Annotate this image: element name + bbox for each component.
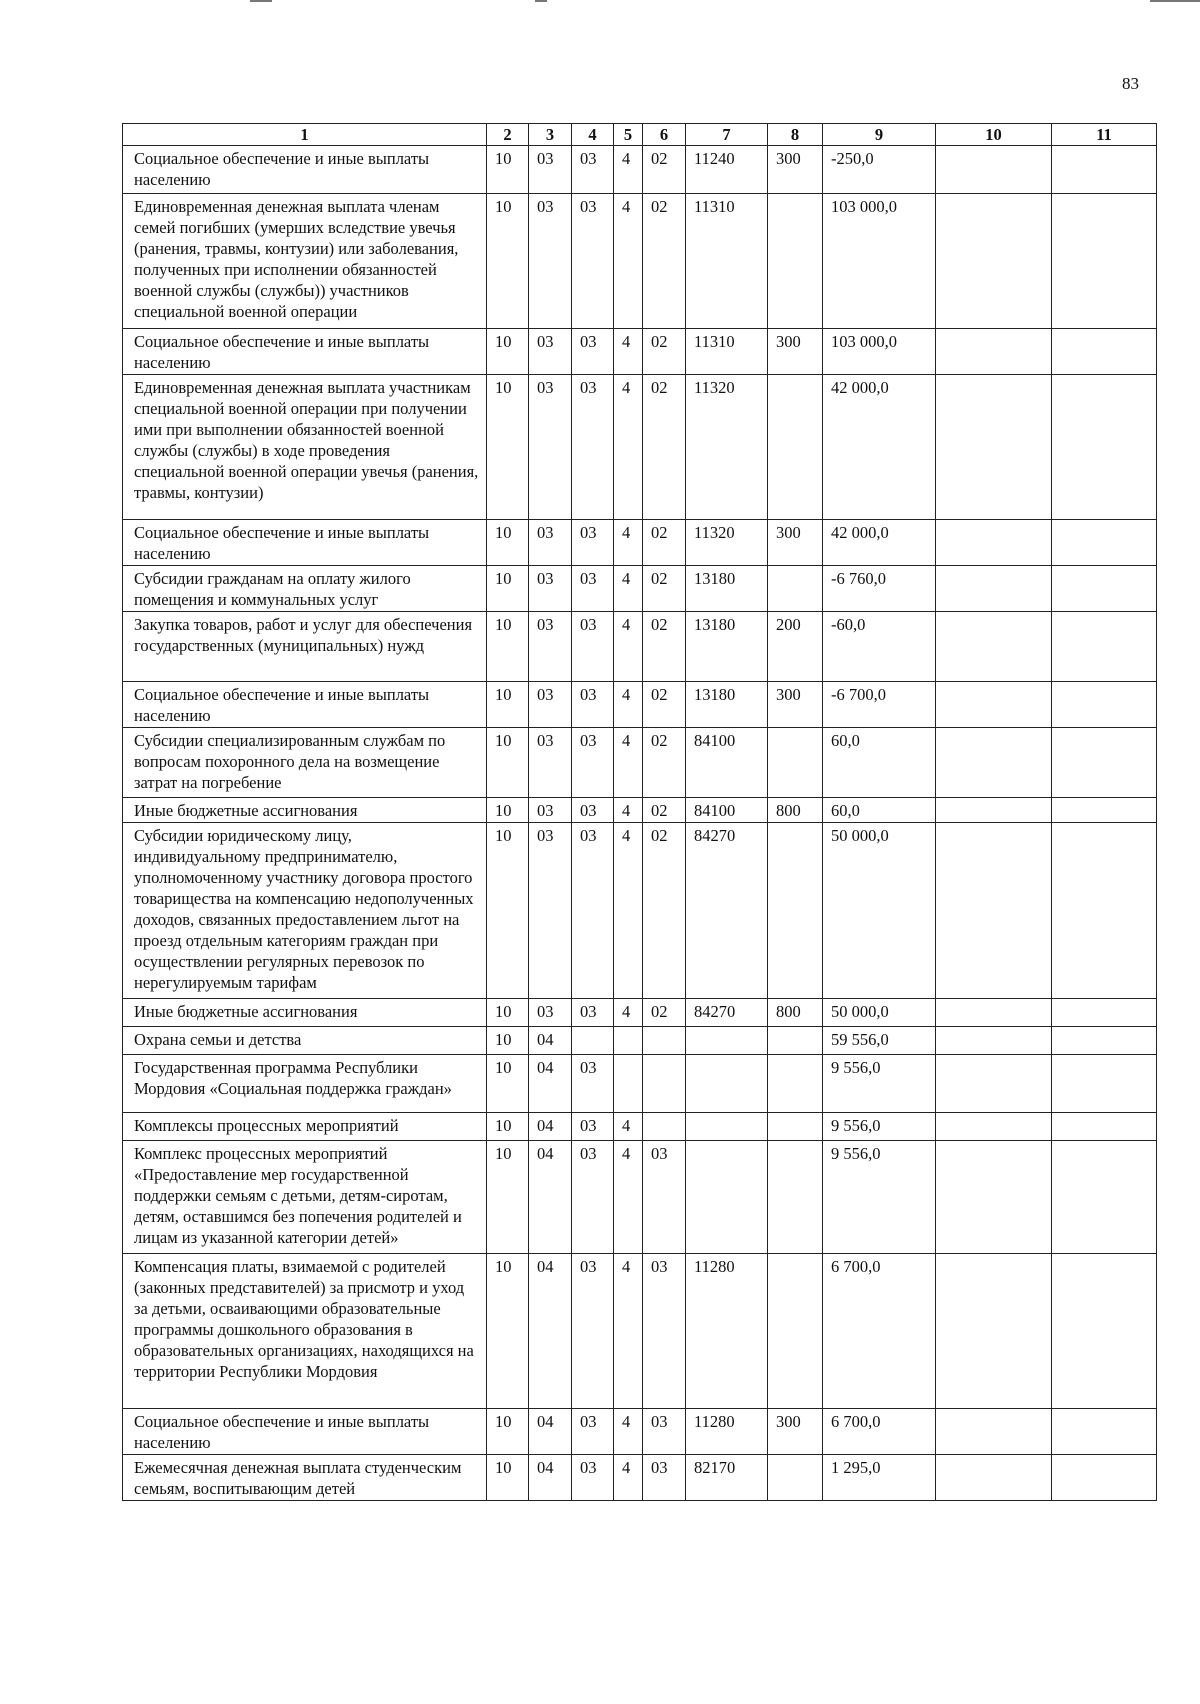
cell-col-11	[1052, 1055, 1157, 1113]
cell-col-5: 4	[614, 728, 643, 798]
cell-col-7: 13180	[686, 612, 768, 682]
cell-col-2: 10	[487, 1141, 529, 1254]
cell-col-10	[936, 1455, 1052, 1501]
cell-col-10	[936, 823, 1052, 999]
row-name: Социальное обеспечение и иные выплаты населению	[123, 329, 487, 375]
row-name: Охрана семьи и детства	[123, 1027, 487, 1055]
cell-col-10	[936, 1055, 1052, 1113]
cell-col-5: 4	[614, 329, 643, 375]
cell-col-9: 60,0	[823, 728, 936, 798]
column-header-6: 6	[643, 124, 686, 146]
table-row	[123, 566, 1157, 612]
cell-col-3: 03	[529, 798, 572, 823]
column-header-10: 10	[936, 124, 1052, 146]
cell-col-7: 11280	[686, 1409, 768, 1455]
cell-col-3: 04	[529, 1455, 572, 1501]
column-header-9: 9	[823, 124, 936, 146]
cell-col-2: 10	[487, 375, 529, 520]
cell-col-6: 02	[643, 520, 686, 566]
cell-col-10	[936, 1141, 1052, 1254]
cell-col-9: 50 000,0	[823, 823, 936, 999]
cell-col-5: 4	[614, 146, 643, 194]
cell-col-7: 84270	[686, 999, 768, 1027]
cell-col-7: 11310	[686, 329, 768, 375]
cell-col-11	[1052, 728, 1157, 798]
cell-col-6	[643, 1055, 686, 1113]
header-row	[123, 124, 1157, 146]
row-name: Единовременная денежная выплата участникам специальной военной операции при получении ими при выполнении обязанностей военной службы (службы) в ходе проведения специальной военной операции увечья (ранения, травмы, контузии)	[123, 375, 487, 520]
cell-col-3: 03	[529, 375, 572, 520]
cell-col-9: 9 556,0	[823, 1113, 936, 1141]
cell-col-10	[936, 520, 1052, 566]
cell-col-3: 03	[529, 329, 572, 375]
cell-col-6: 03	[643, 1141, 686, 1254]
cell-col-2: 10	[487, 823, 529, 999]
cell-col-8: 800	[768, 999, 823, 1027]
cell-col-6: 02	[643, 566, 686, 612]
cell-col-8	[768, 728, 823, 798]
budget-table	[122, 123, 1157, 1501]
cell-col-8: 800	[768, 798, 823, 823]
cell-col-8	[768, 194, 823, 329]
cell-col-6	[643, 1113, 686, 1141]
cell-col-4: 03	[572, 146, 614, 194]
cell-col-9: 6 700,0	[823, 1254, 936, 1409]
cell-col-5: 4	[614, 375, 643, 520]
table-row	[123, 520, 1157, 566]
cell-col-6: 03	[643, 1455, 686, 1501]
table-row	[123, 798, 1157, 823]
table-row	[123, 999, 1157, 1027]
table-row	[123, 146, 1157, 194]
cell-col-10	[936, 1409, 1052, 1455]
cell-col-8: 300	[768, 520, 823, 566]
cell-col-2: 10	[487, 520, 529, 566]
cell-col-10	[936, 1027, 1052, 1055]
cell-col-11	[1052, 1254, 1157, 1409]
cell-col-9: 103 000,0	[823, 329, 936, 375]
cell-col-7: 13180	[686, 682, 768, 728]
table-row	[123, 612, 1157, 682]
cell-col-5: 4	[614, 1409, 643, 1455]
cell-col-9: -6 760,0	[823, 566, 936, 612]
row-name: Субсидии юридическому лицу, индивидуальному предпринимателю, уполномоченному участнику договора простого товарищества на компенсацию недополученных доходов, связанных предоставлением льгот на проезд отдельным категориям граждан при осуществлении регулярных перевозок по нерегулируемым тарифам	[123, 823, 487, 999]
row-name: Социальное обеспечение и иные выплаты населению	[123, 1409, 487, 1455]
cell-col-8	[768, 1027, 823, 1055]
cell-col-3: 03	[529, 566, 572, 612]
cell-col-4: 03	[572, 612, 614, 682]
row-name: Субсидии специализированным службам по вопросам похоронного дела на возмещение затрат на погребение	[123, 728, 487, 798]
row-name: Социальное обеспечение и иные выплаты населению	[123, 520, 487, 566]
row-name: Комплекс процессных мероприятий «Предоставление мер государственной поддержки семьям с детьми, детям-сиротам, детям, оставшимся без попечения родителей и лицам из указанной категории детей»	[123, 1141, 487, 1254]
cell-col-7: 13180	[686, 566, 768, 612]
cell-col-9: 9 556,0	[823, 1141, 936, 1254]
cell-col-6: 02	[643, 682, 686, 728]
cell-col-8: 300	[768, 1409, 823, 1455]
cell-col-2: 10	[487, 1409, 529, 1455]
column-header-1: 1	[123, 124, 487, 146]
cell-col-2: 10	[487, 146, 529, 194]
table-row	[123, 1254, 1157, 1409]
cell-col-5: 4	[614, 1113, 643, 1141]
cell-col-8	[768, 1055, 823, 1113]
cell-col-11	[1052, 566, 1157, 612]
cell-col-11	[1052, 798, 1157, 823]
cell-col-2: 10	[487, 566, 529, 612]
column-header-3: 3	[529, 124, 572, 146]
column-header-7: 7	[686, 124, 768, 146]
cell-col-9: -60,0	[823, 612, 936, 682]
cell-col-2: 10	[487, 728, 529, 798]
cell-col-5: 4	[614, 566, 643, 612]
cell-col-4: 03	[572, 1113, 614, 1141]
row-name: Государственная программа Республики Мордовия «Социальная поддержка граждан»	[123, 1055, 487, 1113]
cell-col-5: 4	[614, 1455, 643, 1501]
cell-col-10	[936, 1254, 1052, 1409]
table-row	[123, 1141, 1157, 1254]
scan-edge-mark	[250, 0, 272, 2]
cell-col-8: 300	[768, 329, 823, 375]
cell-col-3: 03	[529, 999, 572, 1027]
cell-col-4: 03	[572, 682, 614, 728]
cell-col-9: 103 000,0	[823, 194, 936, 329]
row-name: Субсидии гражданам на оплату жилого помещения и коммунальных услуг	[123, 566, 487, 612]
cell-col-5: 4	[614, 612, 643, 682]
cell-col-3: 04	[529, 1055, 572, 1113]
cell-col-11	[1052, 612, 1157, 682]
cell-col-8	[768, 1141, 823, 1254]
cell-col-7: 82170	[686, 1455, 768, 1501]
cell-col-6: 02	[643, 999, 686, 1027]
cell-col-10	[936, 728, 1052, 798]
cell-col-4: 03	[572, 1409, 614, 1455]
cell-col-6: 02	[643, 612, 686, 682]
cell-col-9: 1 295,0	[823, 1455, 936, 1501]
cell-col-7: 11240	[686, 146, 768, 194]
cell-col-4: 03	[572, 329, 614, 375]
cell-col-2: 10	[487, 1027, 529, 1055]
cell-col-11	[1052, 146, 1157, 194]
cell-col-9: 42 000,0	[823, 520, 936, 566]
cell-col-5: 4	[614, 999, 643, 1027]
table-row	[123, 682, 1157, 728]
cell-col-4: 03	[572, 194, 614, 329]
column-header-4: 4	[572, 124, 614, 146]
cell-col-4: 03	[572, 1141, 614, 1254]
cell-col-2: 10	[487, 329, 529, 375]
cell-col-5	[614, 1027, 643, 1055]
cell-col-11	[1052, 1455, 1157, 1501]
cell-col-3: 04	[529, 1113, 572, 1141]
cell-col-11	[1052, 1141, 1157, 1254]
table-row	[123, 194, 1157, 329]
cell-col-11	[1052, 1027, 1157, 1055]
cell-col-10	[936, 329, 1052, 375]
cell-col-4: 03	[572, 566, 614, 612]
page-number: 83	[1122, 74, 1139, 93]
cell-col-8	[768, 1455, 823, 1501]
cell-col-11	[1052, 329, 1157, 375]
cell-col-7: 84100	[686, 728, 768, 798]
cell-col-8	[768, 1113, 823, 1141]
row-name: Закупка товаров, работ и услуг для обеспечения государственных (муниципальных) нужд	[123, 612, 487, 682]
row-name: Иные бюджетные ассигнования	[123, 798, 487, 823]
row-name: Ежемесячная денежная выплата студенческим семьям, воспитывающим детей	[123, 1455, 487, 1501]
cell-col-5: 4	[614, 520, 643, 566]
cell-col-11	[1052, 682, 1157, 728]
cell-col-4: 03	[572, 375, 614, 520]
cell-col-10	[936, 612, 1052, 682]
cell-col-8	[768, 1254, 823, 1409]
cell-col-6: 03	[643, 1409, 686, 1455]
cell-col-5: 4	[614, 1254, 643, 1409]
table-row	[123, 823, 1157, 999]
cell-col-6: 02	[643, 823, 686, 999]
cell-col-3: 04	[529, 1141, 572, 1254]
cell-col-3: 03	[529, 194, 572, 329]
row-name: Социальное обеспечение и иные выплаты населению	[123, 146, 487, 194]
cell-col-7: 11280	[686, 1254, 768, 1409]
row-name: Иные бюджетные ассигнования	[123, 999, 487, 1027]
column-header-11: 11	[1052, 124, 1157, 146]
cell-col-8	[768, 566, 823, 612]
cell-col-2: 10	[487, 1113, 529, 1141]
table-row	[123, 1113, 1157, 1141]
cell-col-6: 02	[643, 798, 686, 823]
cell-col-10	[936, 566, 1052, 612]
cell-col-11	[1052, 823, 1157, 999]
cell-col-7: 84100	[686, 798, 768, 823]
cell-col-6: 02	[643, 375, 686, 520]
cell-col-2: 10	[487, 1455, 529, 1501]
table-row	[123, 329, 1157, 375]
cell-col-9: 59 556,0	[823, 1027, 936, 1055]
cell-col-6: 02	[643, 146, 686, 194]
cell-col-2: 10	[487, 999, 529, 1027]
cell-col-2: 10	[487, 798, 529, 823]
cell-col-7: 84270	[686, 823, 768, 999]
cell-col-9: 42 000,0	[823, 375, 936, 520]
cell-col-4: 03	[572, 1055, 614, 1113]
cell-col-5: 4	[614, 194, 643, 329]
row-name: Компенсация платы, взимаемой с родителей (законных представителей) за присмотр и уход за детьми, осваивающими образовательные программы дошкольного образования в образовательных организациях, находящихся на территории Республики Мордовия	[123, 1254, 487, 1409]
cell-col-4: 03	[572, 728, 614, 798]
cell-col-3: 04	[529, 1027, 572, 1055]
cell-col-7: 11310	[686, 194, 768, 329]
column-header-2: 2	[487, 124, 529, 146]
cell-col-10	[936, 1113, 1052, 1141]
cell-col-5: 4	[614, 798, 643, 823]
cell-col-3: 03	[529, 612, 572, 682]
column-header-8: 8	[768, 124, 823, 146]
table-row	[123, 375, 1157, 520]
cell-col-2: 10	[487, 194, 529, 329]
cell-col-4: 03	[572, 999, 614, 1027]
cell-col-8	[768, 375, 823, 520]
cell-col-3: 03	[529, 146, 572, 194]
cell-col-3: 03	[529, 520, 572, 566]
cell-col-6: 02	[643, 728, 686, 798]
cell-col-3: 03	[529, 728, 572, 798]
scan-edge-mark	[535, 0, 547, 2]
cell-col-2: 10	[487, 682, 529, 728]
cell-col-9: 50 000,0	[823, 999, 936, 1027]
cell-col-4: 03	[572, 1254, 614, 1409]
cell-col-11	[1052, 375, 1157, 520]
row-name: Социальное обеспечение и иные выплаты населению	[123, 682, 487, 728]
row-name: Комплексы процессных мероприятий	[123, 1113, 487, 1141]
cell-col-11	[1052, 1113, 1157, 1141]
table-row	[123, 1027, 1157, 1055]
cell-col-11	[1052, 999, 1157, 1027]
cell-col-9: 9 556,0	[823, 1055, 936, 1113]
cell-col-7	[686, 1027, 768, 1055]
cell-col-5	[614, 1055, 643, 1113]
cell-col-6	[643, 1027, 686, 1055]
cell-col-11	[1052, 194, 1157, 329]
cell-col-4: 03	[572, 1455, 614, 1501]
cell-col-6: 03	[643, 1254, 686, 1409]
table-row	[123, 728, 1157, 798]
cell-col-8: 300	[768, 146, 823, 194]
cell-col-3: 03	[529, 682, 572, 728]
cell-col-6: 02	[643, 194, 686, 329]
cell-col-7	[686, 1141, 768, 1254]
row-name: Единовременная денежная выплата членам семей погибших (умерших вследствие увечья (ранения, травмы, контузии) или заболевания, полученных при исполнении обязанностей военной службы (службы)) участников специальной военной операции	[123, 194, 487, 329]
cell-col-4: 03	[572, 798, 614, 823]
cell-col-11	[1052, 1409, 1157, 1455]
cell-col-3: 03	[529, 823, 572, 999]
table-row	[123, 1409, 1157, 1455]
cell-col-10	[936, 194, 1052, 329]
cell-col-10	[936, 999, 1052, 1027]
cell-col-5: 4	[614, 1141, 643, 1254]
cell-col-9: 60,0	[823, 798, 936, 823]
cell-col-3: 04	[529, 1409, 572, 1455]
scan-edge-mark	[1150, 0, 1200, 2]
cell-col-3: 04	[529, 1254, 572, 1409]
cell-col-9: -250,0	[823, 146, 936, 194]
cell-col-8: 200	[768, 612, 823, 682]
cell-col-11	[1052, 520, 1157, 566]
table-row	[123, 1055, 1157, 1113]
cell-col-7: 11320	[686, 375, 768, 520]
cell-col-7: 11320	[686, 520, 768, 566]
cell-col-10	[936, 375, 1052, 520]
cell-col-2: 10	[487, 1254, 529, 1409]
cell-col-4: 03	[572, 520, 614, 566]
cell-col-8	[768, 823, 823, 999]
cell-col-5: 4	[614, 823, 643, 999]
cell-col-4: 03	[572, 823, 614, 999]
cell-col-4	[572, 1027, 614, 1055]
cell-col-7	[686, 1055, 768, 1113]
cell-col-10	[936, 146, 1052, 194]
cell-col-5: 4	[614, 682, 643, 728]
cell-col-2: 10	[487, 1055, 529, 1113]
cell-col-10	[936, 798, 1052, 823]
cell-col-9: -6 700,0	[823, 682, 936, 728]
cell-col-7	[686, 1113, 768, 1141]
cell-col-2: 10	[487, 612, 529, 682]
cell-col-9: 6 700,0	[823, 1409, 936, 1455]
cell-col-10	[936, 682, 1052, 728]
cell-col-8: 300	[768, 682, 823, 728]
cell-col-6: 02	[643, 329, 686, 375]
table-row	[123, 1455, 1157, 1501]
column-header-5: 5	[614, 124, 643, 146]
